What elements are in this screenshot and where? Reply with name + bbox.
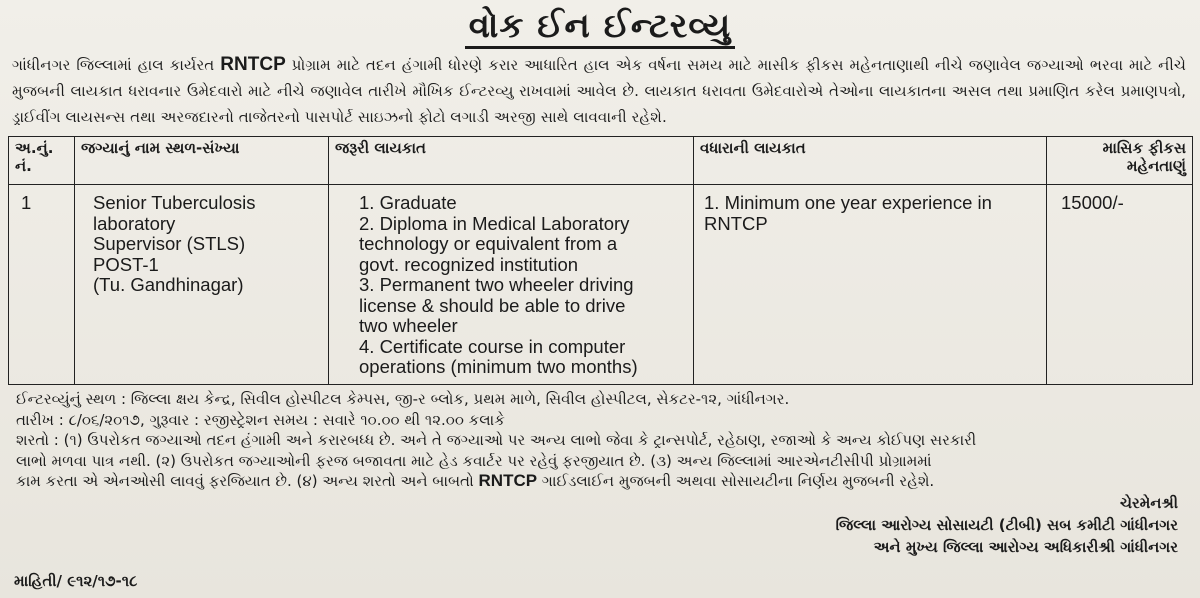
- cell-post: [75, 185, 329, 385]
- required-line: two wheeler: [359, 315, 458, 336]
- footer-notes: [8, 385, 1192, 492]
- signature-line: ચેરમેનશ્રી: [1119, 493, 1178, 512]
- required-line: technology or equivalent from a: [359, 233, 618, 254]
- interview-date: તારીખ : ૮/૦૬/૨૦૧૭, ગુરૂવાર : રજીસ્ટ્રેશન સમય : સવારે ૧૦.૦૦ થી ૧૨.૦૦ કલાકે: [16, 410, 505, 429]
- title-block: [8, 6, 1192, 52]
- terms-line: લાભો મળવા પાત્ર નથી. (૨) ઉપરોકત જગ્યાઓની ફરજ બજાવતા માટે હેડ કવાર્ટર પર રહેવું ફરજીયાત છે. (૩) અન્ય જિલ્લામાં આરએનટીસીપી પ્રોગ્રામમાં: [16, 451, 932, 470]
- intro-paragraph: [8, 52, 1192, 132]
- extra-line: RNTCP: [704, 212, 768, 234]
- header-salary: માસિક ફીકસ મહેનતાણું: [1047, 137, 1193, 185]
- post-line: POST-1: [93, 253, 159, 275]
- post-line: Senior Tuberculosis: [93, 192, 256, 213]
- header-num: અ.નું. નં.: [9, 137, 75, 185]
- terms-text: ગાઈડલાઈન મુજબની અથવા સોસાયટીના નિર્ણય મુજબની રહેશે.: [541, 472, 935, 490]
- terms-line: શરતો : (૧) ઉપરોકત જગ્યાઓ તદન હંગામી અને કરારબધ્ધ છે. અને તે જગ્યાઓ પર અન્ય લાભો જેવા કે ટ્રાન્સપોર્ટ, રહેઠાણ, રજાઓ કે અન્ય કોઈપણ સરકારી: [16, 431, 977, 449]
- header-extra: વધારાની લાયકાત: [694, 137, 1047, 185]
- header-post: જગ્યાનું નામ સ્થળ-સંખ્યા: [75, 137, 329, 185]
- cell-num: 1: [9, 185, 75, 385]
- post-line: laboratory: [93, 212, 176, 234]
- reference-number: માહિતી/ ૯૧૨/૧૭-૧૮: [14, 572, 138, 590]
- intro-text-1: ગાંધીનગર જિલ્લામાં હાલ કાર્યરત: [12, 56, 215, 74]
- required-line: 3. Permanent two wheeler driving: [359, 274, 634, 295]
- required-line: license & should be able to drive: [359, 294, 626, 316]
- intro-text-2: પ્રોગ્રામ માટે તદન હંગામી ધોરણે કરાર આધારિત હાલ એક વર્ષના સમય માટે માસીક ફીકસ મહેનતાણાથી નીચે જણાવેલ જગ્યાઓ ભરવા માટે નીચે મુજબની લાયકાત ધરાવનાર ઉમેદવારો માટે નીચે જણાવેલ તારીખે મૌખિક ઈન્ટરવ્યુ રાખવામાં આવેલ છે. લાયકાત ધરાવતા ઉમેદવારોએ તેઓના લાયકાતના અસલ તથા પ્રમાણિત કરેલ પ્રમાણપત્રો, ડ્રાઈવીંગ લાયસન્સ તથા અરજદારનો તાજેતરનો પાસપોર્ટ સાઇઝનો ફોટો લગાડી અરજી સાથે લાવવાની રહેશે.: [12, 56, 1186, 126]
- header-required: જરૂરી લાયકાત: [329, 137, 694, 185]
- required-line: 2. Diploma in Medical Laboratory: [359, 212, 630, 234]
- posts-table: [8, 136, 1193, 385]
- terms-program: RNTCP: [478, 471, 538, 490]
- signature-line: અને મુખ્ય જિલ્લા આરોગ્ય અધિકારીશ્રી ગાંધીનગર: [873, 537, 1178, 556]
- post-line: (Tu. Gandhinagar): [93, 274, 244, 295]
- signature-block: [8, 492, 1192, 558]
- cell-salary: 15000/-: [1047, 185, 1193, 385]
- page-title: વોક ઈન ઈન્ટરવ્યુ: [465, 6, 736, 49]
- required-line: 1. Graduate: [359, 192, 457, 213]
- table-header-row: [9, 137, 1193, 185]
- required-line: govt. recognized institution: [359, 253, 579, 275]
- cell-extra: [694, 185, 1047, 385]
- signature-line: જિલ્લા આરોગ્ય સોસાયટી (ટીબી) સબ કમીટી ગાંધીનગર: [835, 515, 1178, 534]
- intro-program: RNTCP: [220, 54, 286, 75]
- extra-line: 1. Minimum one year experience in: [704, 192, 992, 213]
- post-line: Supervisor (STLS): [93, 233, 246, 254]
- cell-required: [329, 185, 694, 385]
- terms-line: [16, 471, 1186, 492]
- interview-venue: ઈન્ટરવ્યુંનું સ્થળ : જિલ્લા ક્ષય કેન્દ્ર, સિવીલ હોસ્પીટલ કેમ્પસ, જી-ર બ્લોક, પ્રથમ માળે, સિવીલ હોસ્પીટલ, સેકટર-૧૨, ગાંધીનગર.: [16, 390, 790, 408]
- required-line: 4. Certificate course in computer: [359, 335, 626, 357]
- table-row: [9, 185, 1193, 385]
- terms-text: કામ કરતા એ એનઓસી લાવવું ફરજિયાત છે. (૪) અન્ય શરતો અને બાબતો: [16, 472, 474, 490]
- required-line: operations (minimum two months): [359, 356, 638, 377]
